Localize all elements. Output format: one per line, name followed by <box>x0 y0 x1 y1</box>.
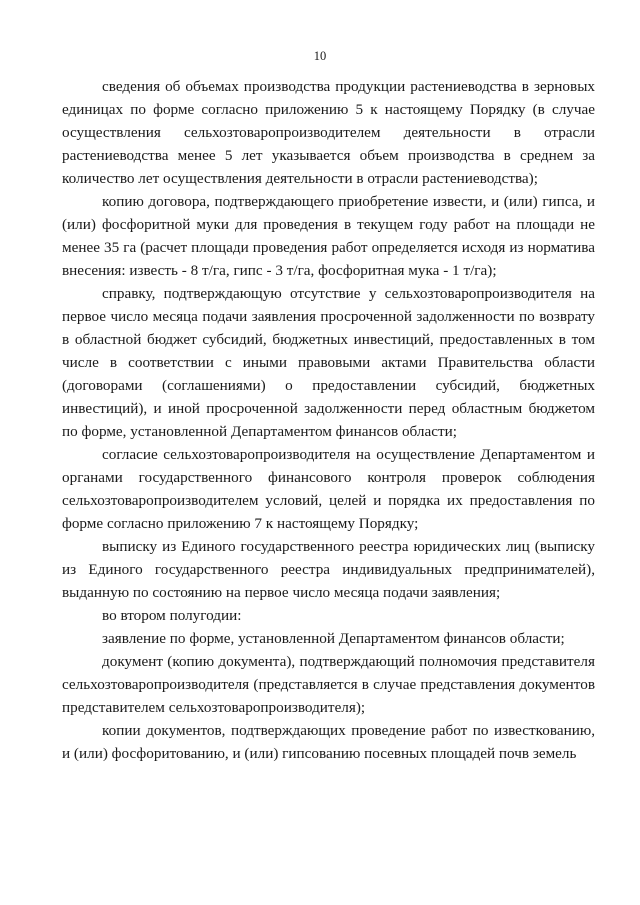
paragraph-authority-document: документ (копию документа), подтверждающий полномочия представителя сельхозтоваропроизводителя (представляется в случае представления документов представителем сельхозтоваропроизводителя); <box>62 653 595 716</box>
paragraph-lime-contract: копию договора, подтверждающего приобретение извести, и (или) гипса, и (или) фосфоритной муки для проведения в текущем году работ на площади не менее 35 га (расчет площади проведения работ определяется исходя из норматива внесения: известь - 8 т/га, гипс - 3 т/га, фосфоритная мука - 1 т/га); <box>62 193 595 279</box>
paragraph-production-data: сведения об объемах производства продукции растениеводства в зерновых единицах по форме согласно приложению 5 к настоящему Порядку (в случае осуществления сельхозтоваропроизводителем деятельности в отрасли растениеводства менее 5 лет указывается объем производства в среднем за количество лет осуществления деятельности в отрасли растениеводства); <box>62 78 595 187</box>
paragraph-work-documents: копии документов, подтверждающих проведение работ по известкованию, и (или) фосфоритованию, и (или) гипсованию посевных площадей почв земель <box>62 722 595 762</box>
paragraph-application: заявление по форме, установленной Департаментом финансов области; <box>102 630 565 647</box>
paragraph-registry-extract: выписку из Единого государственного реестра юридических лиц (выписку из Единого государственного реестра индивидуальных предпринимателей), выданную по состоянию на первое число месяца подачи заявления; <box>62 538 595 601</box>
paragraph-second-half-year: во втором полугодии: <box>102 607 242 624</box>
paragraph-consent: согласие сельхозтоваропроизводителя на осуществление Департаментом и органами государственного финансового контроля проверок соблюдения сельхозтоваропроизводителем условий, целей и порядка их предоставления по форме согласно приложению 7 к настоящему Порядку; <box>62 446 595 532</box>
document-body <box>62 75 595 765</box>
paragraph-debt-certificate: справку, подтверждающую отсутствие у сельхозтоваропроизводителя на первое число месяца подачи заявления просроченной задолженности по возврату в областной бюджет субсидий, бюджетных инвестиций, предоставленных в том числе в соответствии с иными правовыми актами Правительства области (договорами (соглашениями) о предоставлении субсидий, бюджетных инвестиций), и иной просроченной задолженности перед областным бюджетом по форме, установленной Департаментом финансов области; <box>62 285 595 440</box>
page-number: 10 <box>313 49 327 63</box>
